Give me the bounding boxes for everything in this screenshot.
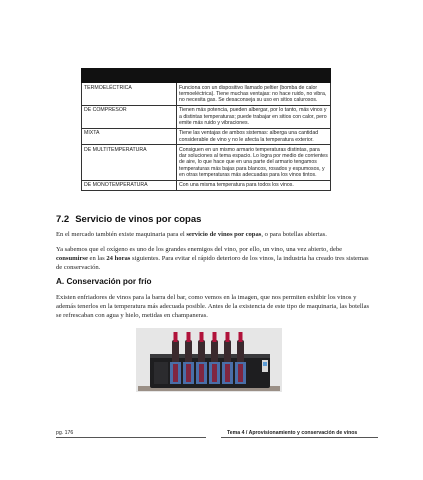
text-run: Ya sabemos que el oxígeno es uno de los grandes enemigos del vino, por ello, un vino, una vez abierto, debe [56, 246, 343, 253]
bold-term: servicio de vinos por copas [186, 231, 262, 238]
wine-chiller-illustration [136, 328, 282, 392]
table-row [82, 128, 331, 145]
table-row [82, 105, 331, 128]
paragraph-by-the-glass [56, 230, 370, 239]
table-row [82, 180, 331, 190]
section-number: 7.2 [56, 214, 70, 225]
page-number: pg. 176 [56, 430, 74, 436]
refrigerator-types-table [81, 68, 331, 191]
bold-term: 24 horas [106, 255, 131, 262]
row-type: MIXTA [82, 128, 177, 145]
chapter-footer: Tema 4 / Aprovisionamiento y conservación de vinos [227, 430, 358, 436]
row-type: DE MULTITEMPERATURA [82, 145, 177, 180]
row-type: TERMOELÉCTRICA [82, 83, 177, 106]
text-run: , o para botellas abiertas. [261, 231, 327, 238]
text-run: En el mercado también existe maquinaria para el [56, 231, 187, 238]
subsection-heading: A. Conservación por frío [56, 277, 152, 286]
row-description: Consiguen en un mismo armario temperaturas distintas, para dar soluciones al tema espacio. Lo logra por medio de corrientes de aire, lo que hace que en una parte del armario tengamos temperaturas más bajas para blancos, rosados y espumosos, y en otras temperaturas más adecuadas para los vinos tintos. [177, 145, 331, 180]
table-row [82, 145, 331, 180]
row-description: Tiene las ventajas de ambos sistemas: alberga una cantidad considerable de vino y no le afecta la temperatura exterior. [177, 128, 331, 145]
row-type: DE COMPRESOR [82, 105, 177, 128]
row-description: Tienen más potencia, pueden albergar, por lo tanto, más vinos y a distintas temperaturas; puede trabajar en sitios con calor, pero emite más ruido y vibraciones. [177, 105, 331, 128]
wine-chiller-photo [136, 328, 282, 392]
row-type: DE MONOTEMPERATURA [82, 180, 177, 190]
paragraph-cold-conservation: Existen enfriadores de vinos para la barra del bar, como vemos en la imagen, que nos permiten exhibir los vinos y además tenerlos en la temperatura más adecuada posible. Antes de la existencia de este tipo de maquinaria, las botellas se refrescaban con agua y hielo, metidas en champaneras. [56, 294, 370, 319]
text-run: en las [87, 255, 107, 262]
bold-term: consumirse [56, 255, 88, 262]
table-header-band [82, 69, 331, 83]
section-title: Servicio de vinos por copas [75, 214, 202, 225]
footer-rule-left [56, 437, 206, 438]
text-run: siguientes. Para evitar el rápido deterioro de los vinos, la industria ha creado tres sistemas de conservación. [56, 255, 369, 271]
paragraph-oxygen [56, 245, 370, 272]
row-description: Con una misma temperatura para todos los vinos. [177, 180, 331, 190]
row-description: Funciona con un dispositivo llamado peltier (bomba de calor termoeléctrica). Tiene muchas ventajas: no hace ruido, no vibra, no necesita gas. Se desaconseja su uso en sitios calurosos. [177, 83, 331, 106]
table-row [82, 83, 331, 106]
section-heading [56, 214, 201, 225]
footer-rule-right [221, 437, 378, 438]
